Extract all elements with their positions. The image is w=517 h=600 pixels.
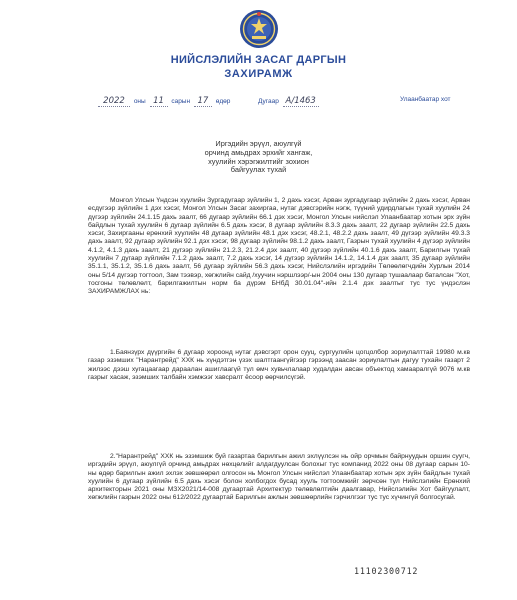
document-location: Улаанбаатар хот <box>400 96 451 103</box>
document-type: ЗАХИРАМЖ <box>224 68 293 80</box>
document-number: А/1463 <box>283 96 319 107</box>
registration-number: 11102300712 <box>354 566 419 576</box>
title-line-1: Иргэдийн эрүүл, аюулгүй <box>215 139 302 148</box>
order-item-1 <box>88 349 470 382</box>
date-line <box>98 96 248 108</box>
title-line-3: хуулийн хэрэгжилтийг зохион <box>208 156 309 166</box>
order-item-2 <box>88 453 470 503</box>
date-year: 2022 <box>98 96 130 107</box>
item-1-text: 1.Баянзүрх дүүргийн 6 дугаар хороонд нутаг дэвсгэрт орон сууц, сургуулийн цогцолбор зориулалттай 19980 м.кв газар эзэмших "Нарантрейд" ХХК нь хүндэтгэн үзэх шалтгаангүйгээр гэрээнд заасан зориулалтын дагуу тухайн газарт 2 жилээс дээш хугацаагаар дараалан ашиглаагүй тул өмч хувьчлалаар худалдан авсан объектод хамааралгүй 9076 м.кв газрыг хасаж, эзэмших талбайн хэмжээг хавсралт ёсоор өөрчилсүгэй. <box>88 349 470 381</box>
title-line-2: орчинд амьдрах эрхийг хангаж, <box>204 147 313 157</box>
date-day: 17 <box>194 96 212 107</box>
document-title <box>130 140 387 175</box>
item-2-text: 2."Нарантрейд" ХХК нь эзэмшиж буй газартаа барилгын ажил эхлүүлсэн нь ойр орчмын байрнуудын оршин суугч, иргэдийн эрүүл, аюулгүй орчинд амьдрах нөхцөлийг алдагдуулсан болохыг тус компанид 2022 оны 08 дугаар сарын 10-ны өдөр барилгын ажил эхлэх зөвшөөрөл олгосон нь Монгол Улсын нийслэл Улаанбаатар хотын эрх зүйн байдлын тухай хуулийн 6 дугаар зүйлийн 6.5 дахь хэсэг болон холбогдох бусад хууль тогтоомжийг зөрчсөн тул Нийслэлийн Ерөнхий архитекторын 2021 оны МЗХ2021/14-008 дугаартай Архитектур төлөвлөлтийн даалгавар, Нийслэлийн Хот байгуулалт, хөгжлийн газрын 2022 оны 612/2022 дугаартай Барилгын ажлын зөвшөөрлийн гэрчилгээг тус тус хүчингүй болгосугай. <box>88 453 470 502</box>
document-number-label: Дугаар <box>258 98 279 105</box>
date-day-suffix: өдөр <box>215 98 231 105</box>
date-year-suffix: оны <box>133 98 146 105</box>
date-month-suffix: сарын <box>171 98 191 105</box>
title-line-4: байгуулах тухай <box>230 165 287 175</box>
date-month: 11 <box>150 96 168 107</box>
body-intro-paragraph <box>88 197 470 297</box>
state-emblem-icon <box>238 8 280 50</box>
organization-name: НИЙСЛЭЛИЙН ЗАСАГ ДАРГЫН <box>170 54 347 66</box>
intro-text: Монгол Улсын Үндсэн хуулийн Зургадугаар зүйлийн 1, 2 дахь хэсэг, Арван зургадугаар зүйлийн 2 дахь хэсэг, Арван есдүгээр зүйлийн 1 дэх хэсэг, Монгол Улсын Засаг захиргаа, нутаг дэвсгэрийн нэгж, түүний удирдлагын тухай хуулийн 24 дүгээр зүйлийн 24.1.15 дахь заалт, 66 дугаар зүйлийн 66.1 дэх хэсэг, Монгол Улсын нийслэл Улаанбаатар хотын эрх зүйн байдлын тухай хуулийн 6 дугаар зүйлийн 6.5 дахь хэсэг, 8 дугаар зүйлийн 8.3.3 дахь заалт, 22 дугаар зүйлийн 22.5 дахь хэсэг, Захиргааны ерөнхий хуулийн 48 дугаар зүйлийн 48.1 дэх хэсэг, 48.2.1, 48.2.2 дахь заалт, 49 дүгээр зүйлийн 49.3.3 дахь заалт, 92 дугаар зүйлийн 92.1 дэх хэсэг, 98 дугаар зүйлийн 98.1.2 дахь заалт, Газрын тухай хуулийн 4 дүгээр зүйлийн 4.1.2, 4.1.3 дахь заалт, 21 дүгээр зүйлийн 21.2.3, 21.2.4 дэх заалт, 40 дүгээр зүйлийн 40.1.6 дахь заалт, Барилгын тухай хуулийн 7 дугаар зүйлийн 7.1.2 дахь заалт, 7.2 дахь хэсэг, 14 дүгээр зүйлийн 14.1.2, 14.1.4 дэх заалт, 35 дугаар зүйлийн 35.1.1, 35.1.2, 35.1.6 дахь заалт, 56 дугаар зүйлийн 56.3 дахь хэсэг, Нийслэлийн иргэдийн Төлөөлөгчдийн Хурлын 2014 оны 5/14 дүгээр тогтоол, Зам тээвэр, хөгжлийн сайд /хуучин нэршлээр/-ын 2004 оны 130 дугаар тушаалаар баталсан "Хот, тосгоны төлөвлөлт, барилгажилтын норм ба дүрэм БНбД 30.01.04"-ийн 2.1.4 дэх заалтыг тус тус үндэслэн ЗАХИРАМЖЛАХ нь: <box>88 197 470 296</box>
document-number-line <box>256 96 336 108</box>
